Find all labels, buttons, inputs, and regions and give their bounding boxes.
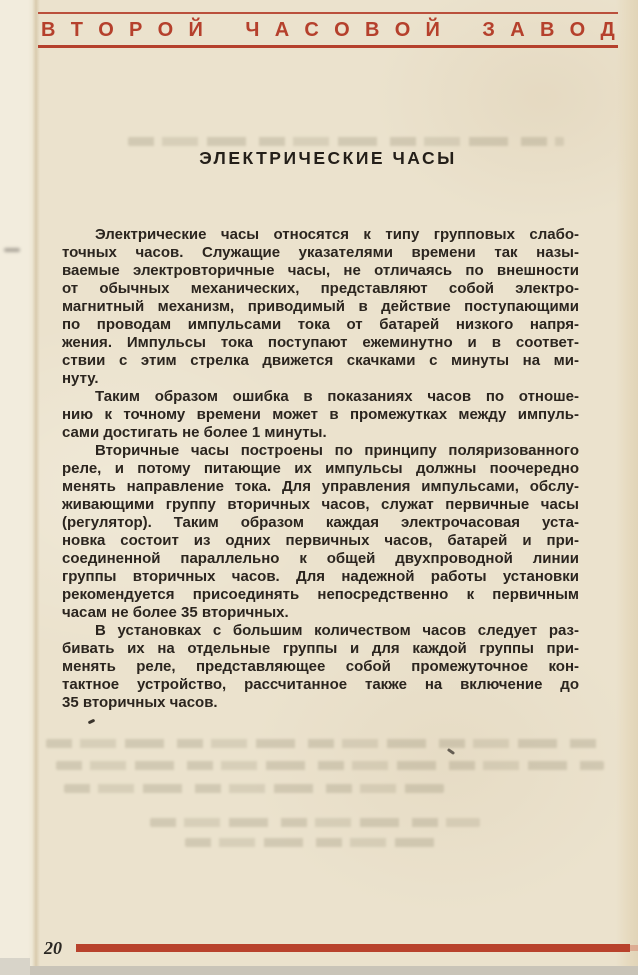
bleed-through-line bbox=[185, 838, 447, 847]
page-bottom-left-corner bbox=[0, 958, 30, 975]
text-line: сами достигать не более 1 минуты. bbox=[62, 424, 327, 441]
text-line: Таким образом ошибка в показаниях часов по отноше- bbox=[95, 388, 579, 405]
paragraph bbox=[62, 622, 579, 712]
text-line: новка состоит из одних первичных часов, батарей и при- bbox=[62, 532, 579, 549]
text-line: рекомендуется присоединять непосредственно к первичным bbox=[62, 586, 579, 603]
text-line: В установках с большим количеством часов следует раз- bbox=[95, 622, 579, 639]
text-line: соединенной параллельно к общей двухпроводной линии bbox=[62, 550, 579, 567]
text-line: жения. Импульсы тока поступают ежеминутно и в соответ- bbox=[62, 334, 579, 351]
paragraph bbox=[62, 226, 579, 388]
page-number: 20 bbox=[44, 938, 62, 958]
text-line: Вторичные часы построены по принципу поляризованного bbox=[95, 442, 579, 459]
header-bottom-rule bbox=[38, 45, 618, 48]
bleed-through-line bbox=[150, 818, 480, 827]
text-line: тактное устройство, рассчитанное также на включение до bbox=[62, 676, 579, 693]
page-right-edge bbox=[616, 0, 638, 975]
text-line: ваемые электровторичные часы, не отличаясь по внешности bbox=[62, 262, 579, 279]
text-line: (регулятор). Таким образом каждая электрочасовая уста- bbox=[62, 514, 579, 531]
text-line: по проводам импульсами тока от батарей низкого напря- bbox=[62, 316, 579, 333]
paragraph bbox=[62, 388, 579, 442]
factory-name-header: В Т О Р О Й Ч А С О В О Й З А В О Д bbox=[41, 19, 615, 41]
page-bottom-edge bbox=[0, 966, 638, 975]
text-line: точных часов. Служащие указателями времени так назы- bbox=[62, 244, 579, 261]
ink-speck bbox=[447, 748, 455, 755]
text-line: менять реле, представляющее собой промежуточное кон- bbox=[62, 658, 579, 675]
bleed-through-line bbox=[128, 137, 564, 146]
header-top-rule bbox=[38, 12, 618, 14]
text-line: ствии с этим стрелка движется скачками с минуты на ми- bbox=[62, 352, 579, 369]
text-line: от обычных механических, представляют собой электро- bbox=[62, 280, 579, 297]
text-line: менять направление тока. Для управления импульсами, обслу- bbox=[62, 478, 579, 495]
text-line: Электрические часы относятся к типу групповых слабо- bbox=[95, 226, 579, 243]
text-line: бивать их на отдельные группы и для каждой группы при- bbox=[62, 640, 579, 657]
page-left-edge bbox=[0, 0, 40, 975]
bleed-through-line bbox=[56, 761, 604, 770]
bleed-through-line bbox=[46, 739, 602, 748]
article-body bbox=[62, 226, 579, 712]
footer-red-rule bbox=[76, 944, 630, 952]
edge-smudge bbox=[4, 248, 20, 252]
text-line: нию к точному времени может в промежутках между импуль- bbox=[62, 406, 579, 423]
text-line: реле, и потому питающие их импульсы должны поочередно bbox=[62, 460, 579, 477]
text-line: часам не более 35 вторичных. bbox=[62, 604, 289, 621]
text-line: магнитный механизм, приводимый в действие поступающими bbox=[62, 298, 579, 315]
footer-red-rule-fade bbox=[630, 945, 638, 951]
text-line: 35 вторичных часов. bbox=[62, 694, 218, 711]
page-title: ЭЛЕКТРИЧЕСКИЕ ЧАСЫ bbox=[199, 148, 457, 168]
text-line: группы вторичных часов. Для надежной работы установки bbox=[62, 568, 579, 585]
text-line: нуту. bbox=[62, 370, 99, 387]
bleed-through-line bbox=[64, 784, 444, 793]
text-line: живающими группу вторичных часов, служат первичные часы bbox=[62, 496, 579, 513]
ink-speck bbox=[88, 719, 96, 725]
paragraph bbox=[62, 442, 579, 622]
